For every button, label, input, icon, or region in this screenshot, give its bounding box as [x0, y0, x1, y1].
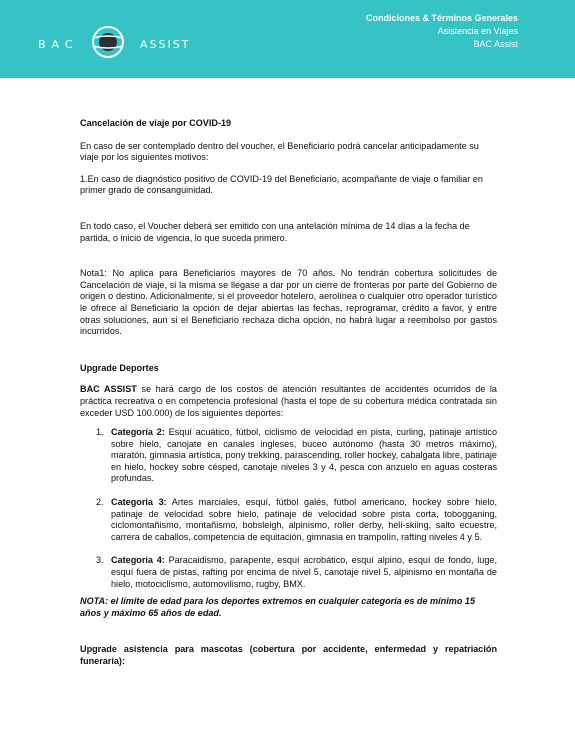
list-item: 3. Categoria 4: Paracaidismo, parapente, esquí acrobático, esquí alpino, esquí de fondo, luge, esquí fuera de pistas, rafting por encima de nivel 5, canotaje nivel 5, alpinismo en montaña de hielo, motociclismo, automovilismo, rugby, BMX. — [96, 555, 497, 589]
brand-name: BAC ASSIST — [80, 384, 137, 395]
sports-category-list — [80, 427, 497, 590]
logo-text-right: ASSIST — [140, 38, 191, 51]
logo-text-left: BAC — [38, 38, 79, 51]
age-limit-note: NOTA: el límite de edad para los deportes extremos en cualquier categoría es de mínimo 15 años y máximo 65 años de edad. — [80, 596, 476, 618]
header-subtitle: Asistencia en Viajes — [437, 26, 518, 36]
covid-paragraph-2: 1.En caso de diagnóstico positivo de COVID-19 del Beneficiario, acompañante de viaje o familiar en primer grado de consanguinidad. — [80, 173, 483, 196]
covid-heading: Cancelación de viaje por COVID-19 — [80, 118, 232, 128]
header-title: Condiciones & Términos Generales — [365, 13, 518, 23]
covid-note: Nota1: No aplica para Beneficiarios mayores de 70 años. No tendrán cobertura solicitudes de Cancelación de viaje, si la misma se llegase a dar por un cierre de fronteras por parte del Gobierno de origen o destino. Adicionalmente, si el proveedor hotelero, aerolínea o cualquier otro operador turístico le ofrece al Beneficiario la opción de dejar abiertas las fechas, reprogramar, crédito a favor, y entre otras soluciones, aun si el Beneficiario rechaza dicha opción, no habrá lugar a reembolso por gastos incurridos. — [80, 268, 497, 337]
header-info — [366, 12, 518, 51]
category-label: Categoria 4: — [111, 555, 165, 566]
deportes-heading: Upgrade Deportes — [80, 362, 159, 373]
list-item: 2. Categoria 3: Artes marciales, esquí, fútbol galés, fútbol americano, hockey sobre hielo, patinaje de velocidad sobre hielo, patinaje de velocidad sobre pista corta, tobogganing, ciclomontañismo, montañismo, bobsleigh, alpinismo, roller derby, heli-skiing, salto ecuestre, carrera de caballos, competencia de equitación, gimnasia en trampolín, rafting niveles 4 y 5. — [96, 497, 497, 542]
header-bar — [0, 0, 575, 78]
globe-icon — [90, 24, 126, 60]
category-label: Categoria 3: — [111, 497, 167, 508]
list-item: 1. Categoría 2: Esquí acuático, fútbol, ciclismo de velocidad en pista, curling, patinaje artístico sobre hielo, canojate en canales ingleses, buceo autónomo (hasta 30 metros máximo), maratón, gimnasia artística, pony trekking, parascending, roller hockey, cabalgata libre, patinaje en hielo, hockey sobre césped, canotaje niveles 3 y 4, pesca con anzuelo en aguas costeras profundas. — [96, 427, 497, 484]
category-label: Categoría 2: — [111, 427, 165, 438]
covid-paragraph-3: En todo caso, el Voucher deberá ser emitido con una antelación mínima de 14 días a la fecha de partida, o inicio de vigencia, lo que suceda primero. — [80, 220, 470, 243]
covid-paragraph-1: En caso de ser contemplado dentro del voucher, el Beneficiario podrá cancelar anticipadamente su viaje por los siguientes motivos: — [80, 140, 479, 163]
deportes-intro: BAC ASSIST se hará cargo de los costos de atención resultantes de accidentes ocurridos de la práctica recreativa o en competencia profesional (hasta el tope de su cobertura médica contratada sin exceder USD 100.000) de los siguientes deportes: — [80, 384, 497, 418]
header-brand: BAC Assist — [473, 39, 518, 49]
document-body — [80, 118, 497, 668]
mascotas-heading: Upgrade asistencia para mascotas (cobertura por accidente, enfermedad y repatriación funeraria): — [80, 644, 497, 666]
